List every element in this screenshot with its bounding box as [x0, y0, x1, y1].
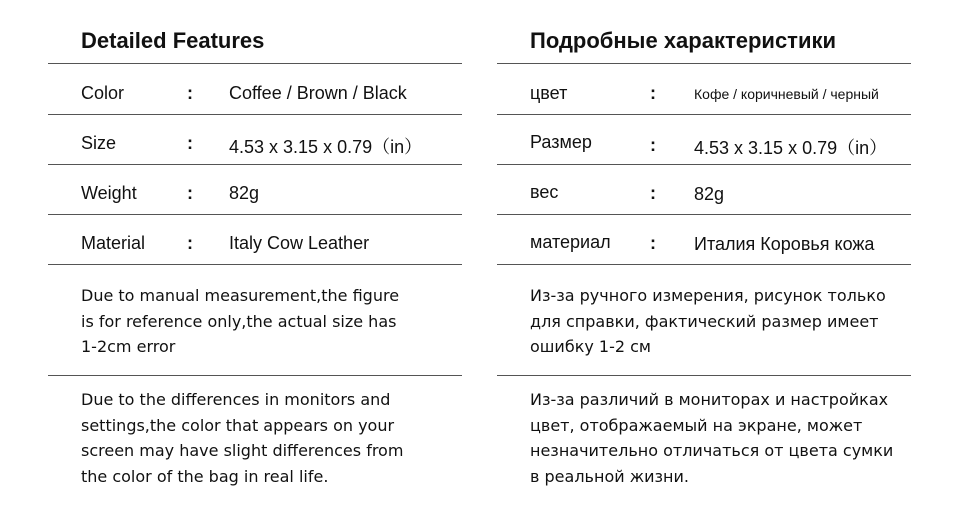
- divider: [497, 264, 911, 265]
- measurement-note: [81, 283, 461, 360]
- feature-value: Кофе / коричневый / черный: [694, 86, 879, 102]
- colon: :: [650, 83, 656, 103]
- panel-title: Подробные характеристики: [530, 28, 837, 53]
- colon: :: [650, 135, 656, 155]
- colon: :: [187, 133, 193, 153]
- feature-row-material: [497, 215, 911, 265]
- feature-label: Color: [81, 83, 125, 103]
- colon: :: [187, 183, 193, 203]
- colon: :: [650, 233, 656, 253]
- feature-label: Weight: [81, 183, 137, 203]
- note-line: в реальной жизни.: [530, 466, 689, 486]
- note-line: Из-за ручного измерения, рисунок только: [530, 286, 886, 305]
- feature-row-color: [48, 64, 462, 114]
- note-line: Из-за различий в мониторах и настройках: [530, 390, 889, 409]
- feature-value: Coffee / Brown / Black: [229, 83, 407, 103]
- panel-title: Detailed Features: [81, 28, 265, 53]
- feature-row-material: [48, 215, 462, 265]
- feature-label: Size: [81, 133, 117, 153]
- feature-row-color: [497, 64, 911, 114]
- feature-row-weight: [48, 165, 462, 215]
- feature-label: вес: [530, 182, 559, 202]
- note-line: screen may have slight differences from: [81, 441, 404, 460]
- divider: [48, 375, 462, 376]
- feature-label: цвет: [530, 83, 568, 103]
- colon: :: [187, 83, 193, 103]
- note-line: Due to manual measurement,the figure: [81, 286, 400, 305]
- note-line: Due to the differences in monitors and: [81, 390, 391, 409]
- feature-label: материал: [530, 232, 611, 252]
- feature-value: 4.53 x 3.15 x 0.79（in）: [229, 137, 423, 157]
- feature-value: 82g: [229, 183, 260, 203]
- note-line: 1-2cm error: [81, 337, 176, 356]
- colon: :: [187, 233, 193, 253]
- note-line: цвет, отображаемый на экране, может: [530, 415, 863, 435]
- feature-value: Италия Коровья кожа: [694, 234, 875, 254]
- note-line: the color of the bag in real life.: [81, 466, 329, 486]
- color-difference-note: [81, 387, 461, 489]
- measurement-note: [530, 283, 910, 360]
- feature-value: Italy Cow Leather: [229, 233, 370, 253]
- note-line: ошибку 1-2 см: [530, 337, 651, 356]
- feature-label: Размер: [530, 132, 592, 152]
- color-difference-note: [530, 387, 910, 489]
- divider: [497, 375, 911, 376]
- note-line: незначительно отличаться от цвета сумки: [530, 441, 894, 460]
- feature-value: 4.53 x 3.15 x 0.79（in）: [694, 138, 888, 158]
- divider: [48, 264, 462, 265]
- note-line: для справки, фактический размер имеет: [530, 311, 879, 331]
- feature-value: 82g: [694, 184, 725, 204]
- feature-row-size: [48, 115, 462, 165]
- note-line: is for reference only,the actual size has: [81, 311, 397, 331]
- feature-row-weight: [497, 165, 911, 215]
- colon: :: [650, 183, 656, 203]
- feature-row-size: [497, 115, 911, 165]
- feature-label: Material: [81, 233, 146, 253]
- note-line: settings,the color that appears on your: [81, 415, 395, 435]
